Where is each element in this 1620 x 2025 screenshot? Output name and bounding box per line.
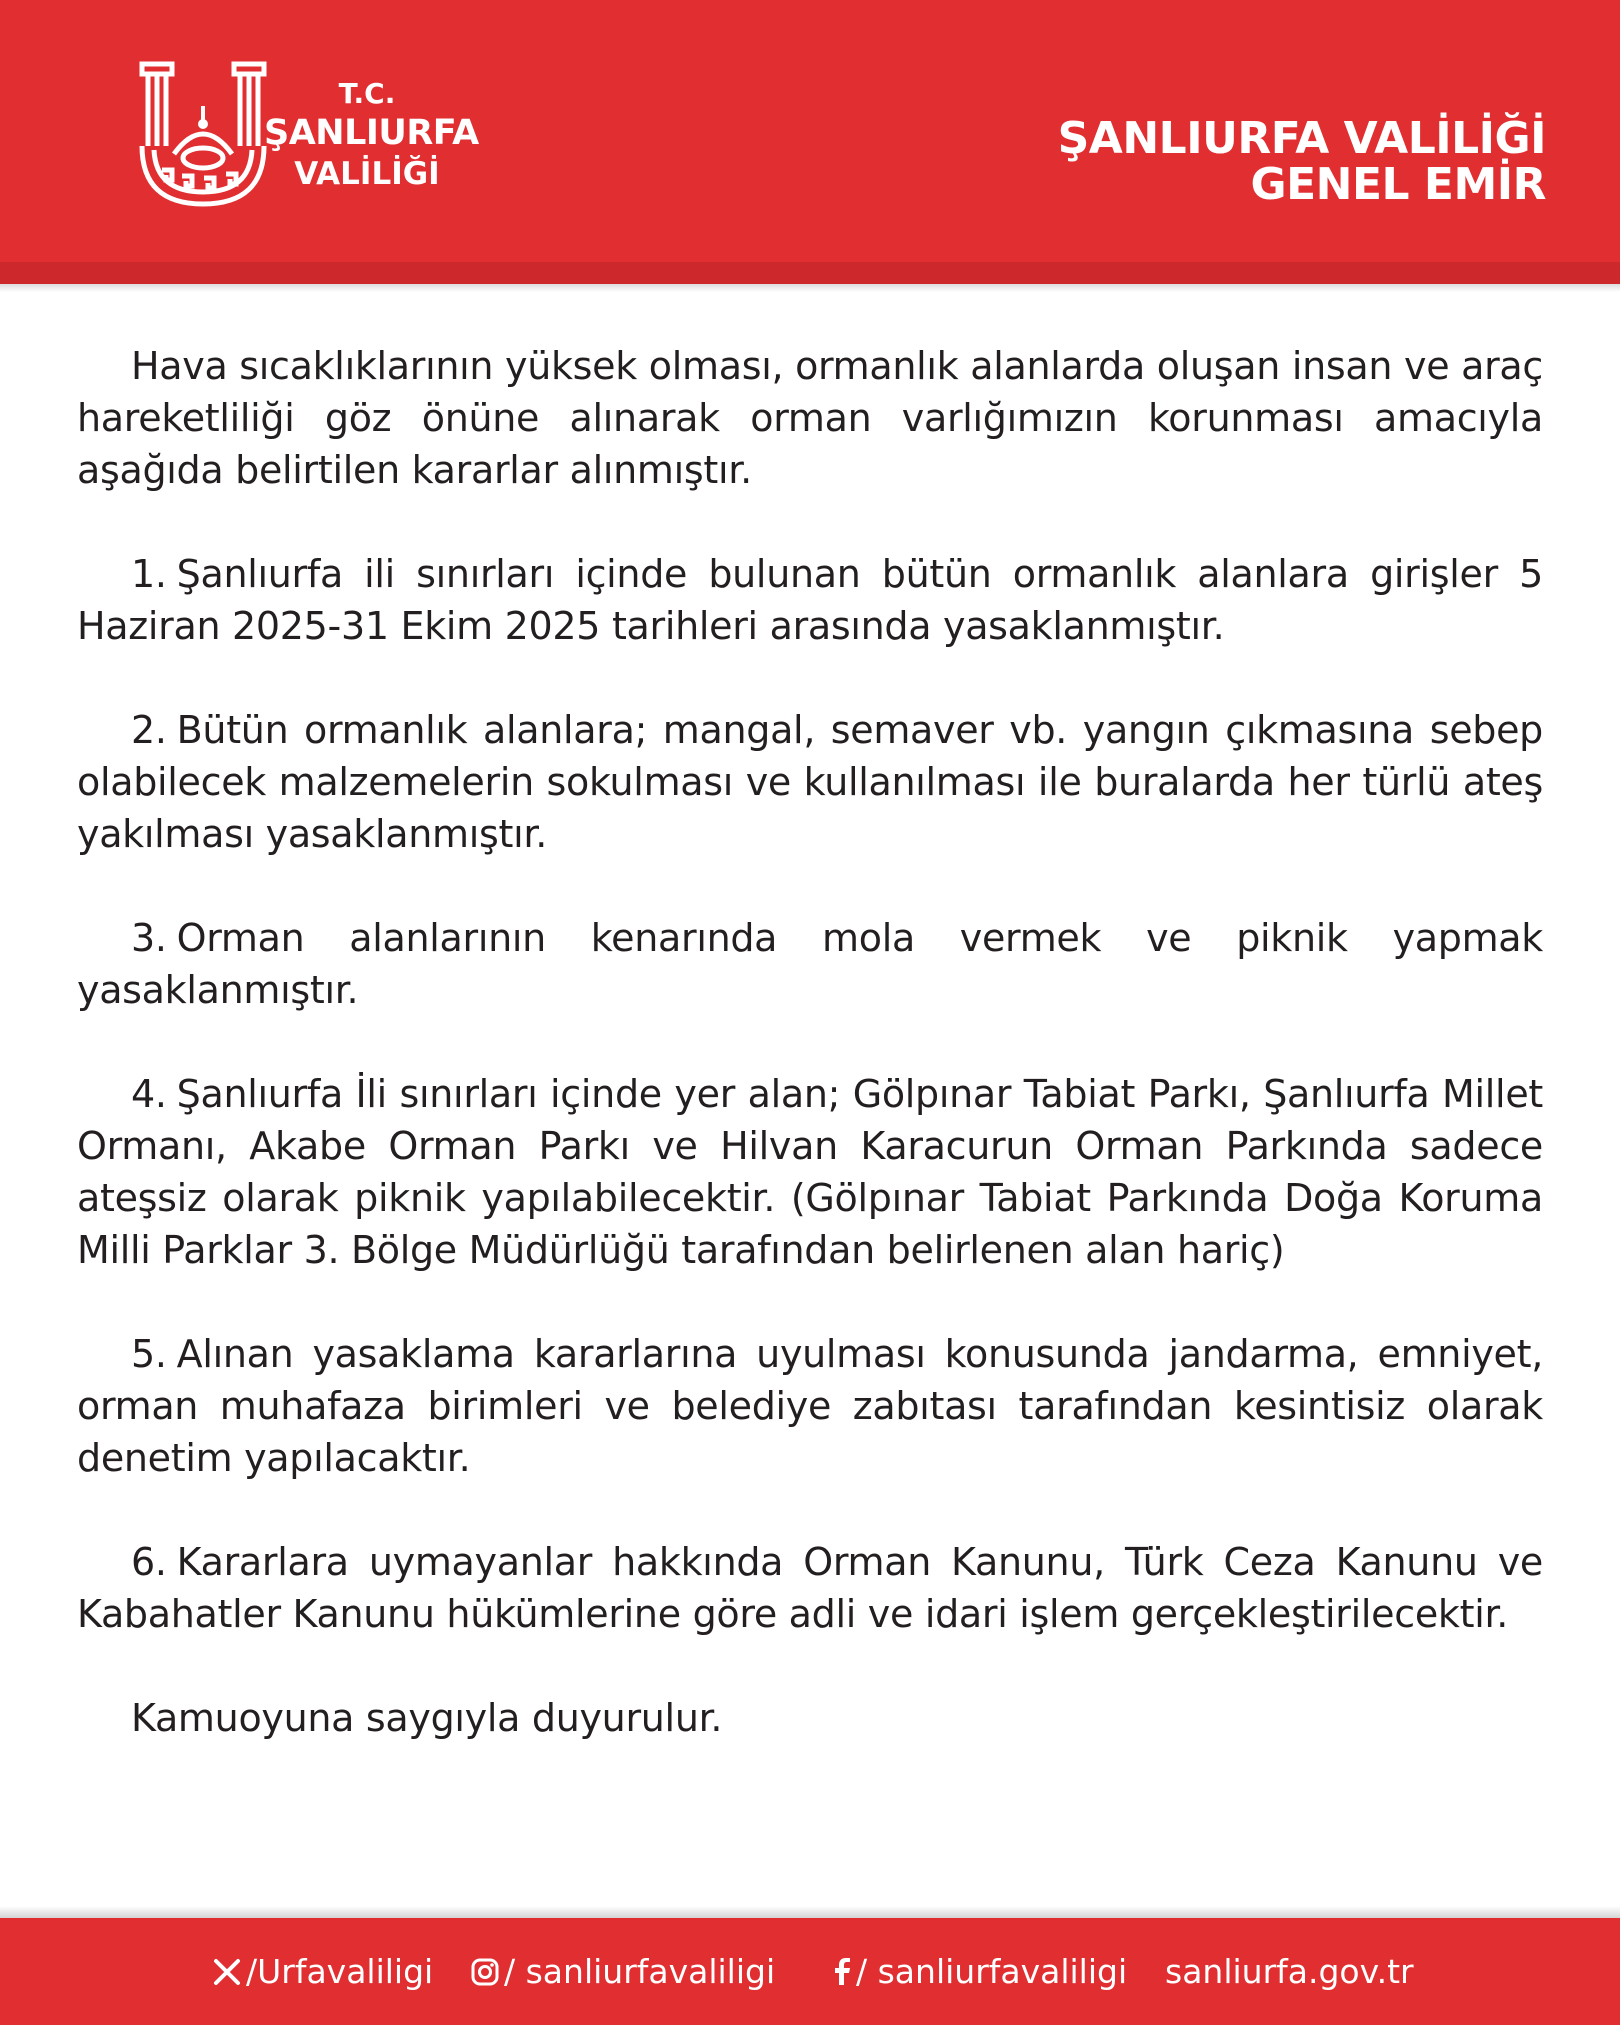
list-item-text: Kararlara uymayanlar hakkında Orman Kanunu, Türk Ceza Kanunu ve Kabahatler Kanunu hükümlerine göre adli ve idari işlem gerçekleştirilecektir. [77,1540,1543,1636]
logo-office: VALİLİĞİ [294,156,440,192]
list-item-text: Alınan yasaklama kararlarına uyulması konusunda jandarma, emniyet, orman muhafaza birimleri ve belediye zabıtası tarafından kesintisiz olarak denetim yapılacaktır. [77,1332,1543,1480]
instagram-link[interactable] [470,1952,775,1991]
governorship-logo [138,58,479,208]
list-item [77,548,1543,652]
header-banner [0,0,1620,262]
instagram-handle: / sanliurfavaliligi [504,1952,776,1991]
facebook-icon [830,1957,852,1987]
logo-text [264,77,479,192]
list-item [77,1536,1543,1640]
x-link[interactable] [212,1952,433,1991]
intro-paragraph: Hava sıcaklıklarının yüksek olması, ormanlık alanlarda oluşan insan ve araç hareketliliği göz önüne alınarak orman varlığımızın korunması amacıyla aşağıda belirtilen kararlar alınmıştır. [77,344,1543,492]
list-item-text: Şanlıurfa İli sınırları içinde yer alan; Gölpınar Tabiat Parkı, Şanlıurfa Millet Ormanı, Akabe Orman Parkı ve Hilvan Karacurun Orman Parkında sadece ateşsiz olarak piknik yapılabilecektir. (Gölpınar Tabiat Parkında Doğa Koruma Milli Parklar 3. Bölge Müdürlüğü tarafından belirlenen alan hariç) [77,1072,1543,1272]
logo-city: ŞANLIURFA [264,113,479,153]
header-divider [0,262,1620,292]
title-line-2: GENEL EMİR [1250,159,1546,210]
facebook-link[interactable] [830,1952,1127,1991]
list-item [77,912,1543,1016]
list-item-number: 1. [131,552,167,596]
list-item-number: 2. [131,708,167,752]
facebook-handle: / sanliurfavaliligi [856,1952,1128,1991]
announcement-body [77,340,1543,1796]
list-item [77,1068,1543,1276]
list-item-number: 5. [131,1332,167,1376]
logo-tc: T.C. [338,77,396,110]
list-item [77,1328,1543,1484]
website-url: sanliurfa.gov.tr [1165,1952,1414,1991]
list-item-text: Orman alanlarının kenarında mola vermek ve piknik yapmak yasaklanmıştır. [77,916,1543,1012]
x-handle: /Urfavaliligi [246,1952,434,1991]
document-title [1057,113,1546,210]
instagram-icon [470,1957,500,1987]
list-item-number: 4. [131,1072,167,1116]
footer-banner [0,1918,1620,2025]
website-link[interactable] [1165,1952,1414,1991]
title-line-1: ŞANLIURFA VALİLİĞİ [1057,113,1546,164]
list-item [77,704,1543,860]
list-item-text: Şanlıurfa ili sınırları içinde bulunan bütün ormanlık alanlara girişler 5 Haziran 2025-31 Ekim 2025 tarihleri arasında yasaklanmıştır. [77,552,1543,648]
x-icon [212,1957,242,1987]
list-item-text: Bütün ormanlık alanlara; mangal, semaver vb. yangın çıkmasına sebep olabilecek malzemelerin sokulması ve kullanılması ile buralarda her türlü ateş yakılması yasaklanmıştır. [77,708,1543,856]
closing-paragraph: Kamuoyuna saygıyla duyurulur. [131,1696,723,1740]
logo-emblem-icon [138,58,268,208]
footer-divider [0,1906,1620,1918]
list-item-number: 6. [131,1540,167,1584]
list-item-number: 3. [131,916,167,960]
